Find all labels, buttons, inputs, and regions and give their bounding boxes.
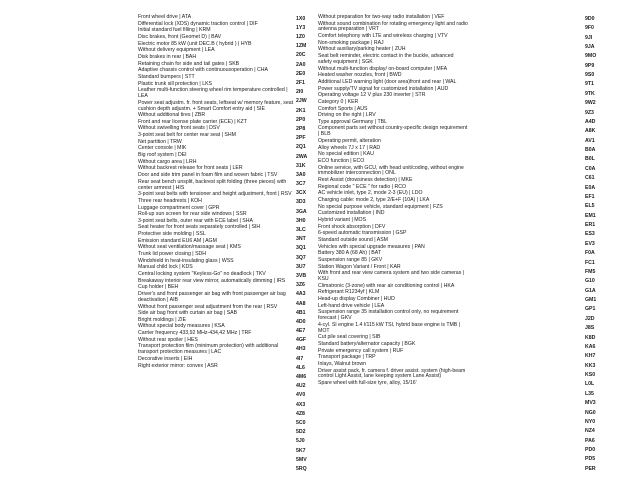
equipment-code: PER (585, 465, 596, 472)
equipment-description: Protective side molding | SSL (138, 231, 206, 238)
equipment-description: Category 0 | KER (318, 98, 359, 105)
equipment-code: 3VB (296, 272, 307, 279)
equipment-description: Without auxiliary/parking heater | ZUH (318, 46, 406, 53)
equipment-code: 9W2 (585, 100, 596, 107)
equipment-description: No special purpose vehicle, standard equipment | FZS (318, 203, 443, 210)
equipment-description: Cut pile seat covering | SIB (318, 334, 381, 341)
equipment-description: Rear seat bench unsplit, backrest split folding (three pieces) with center armrest | HIS (138, 178, 287, 191)
equipment-code: 5J0 (296, 438, 305, 445)
equipment-code: PD5 (585, 456, 596, 463)
equipment-code: E0A (585, 184, 596, 191)
equipment-description: Without swivelling front seats | DSV (138, 125, 220, 132)
equipment-code: 5K7 (296, 447, 306, 454)
equipment-code: 1ZM (296, 43, 307, 50)
equipment-description: Door and side trim panel in foam film and woven fabric | TSV (138, 172, 278, 179)
equipment-code: C0A (585, 165, 596, 172)
equipment-code: 3Q1 (296, 245, 306, 252)
equipment-code: 2JW (296, 98, 307, 105)
equipment-code: 3LC (296, 227, 306, 233)
equipment-description: Type approval Germany | TBL (318, 118, 388, 125)
equipment-description: Without seat ventilation/massage seat | KMS (138, 244, 241, 251)
equipment-code: 4GF (296, 337, 307, 344)
equipment-code: A8K (585, 128, 596, 135)
equipment-code: L0L (585, 381, 595, 388)
equipment-description: Climatronic (3-zone) with rear air conditioning control | HKA (318, 282, 455, 289)
equipment-code: C61 (585, 175, 595, 182)
equipment-code: 9MO (585, 53, 597, 60)
equipment-description: Station Wagon Variant / Front | KAR (318, 263, 401, 270)
equipment-code: 4E7 (296, 328, 306, 335)
equipment-description: Big roof system | DEI (138, 152, 187, 159)
equipment-code: G10 (585, 278, 595, 285)
equipment-description: Suspension range 35 installation control only, no requirement forecast | GKV (318, 309, 459, 322)
equipment-description: Retaining chain for side and tail gates | SKB (138, 60, 240, 67)
equipment-code: 3NT (296, 236, 306, 243)
equipment-code: 2F1 (296, 80, 305, 86)
equipment-description: Without sound combination for rotating emergency light and radio antenna preparation | VRT (318, 20, 468, 33)
equipment-description: Disc brakes, front (Geomet D) | BAV (138, 33, 222, 40)
equipment-description: Bright moldings | ZIE (138, 316, 187, 323)
equipment-code: PD0 (585, 447, 596, 454)
equipment-description: Without rear spoiler | HES (138, 336, 198, 343)
equipment-code: 3C7 (296, 181, 306, 188)
equipment-description: Charging cable: mode 2, type 2/E+F (10A) | LKA (318, 197, 430, 203)
equipment-code: 2P0 (296, 116, 306, 123)
equipment-description: 4-cyl. SI engine 1.4 l/115 kW TSI, hybrid base engine is TMB | MOT (318, 321, 461, 334)
equipment-code: 2P8 (296, 125, 306, 132)
equipment-description: Luggage compartment cover | GPR (138, 204, 220, 211)
equipment-description: Manual child lock | KDS (138, 264, 193, 271)
equipment-code: 9T1 (585, 81, 594, 88)
equipment-code: 2E0 (296, 70, 306, 77)
equipment-code: 4A3 (296, 291, 306, 298)
equipment-code: KA6 (585, 343, 596, 350)
equipment-description: Disk brakes in rear | BAH (138, 53, 197, 60)
equipment-code: 3Z6 (296, 282, 305, 289)
equipment-code: J8S (585, 325, 595, 332)
equipment-description: Without delivery equipment | LEA (138, 47, 215, 54)
equipment-description: Inlays, Walnut brown (318, 360, 366, 367)
equipment-code: 2I0 (296, 89, 304, 96)
equipment-description: Roll-up sun screen for rear side windows | SSR (138, 211, 247, 218)
equipment-code: 3CX (296, 190, 307, 197)
equipment-description: Additional LED warning light (door area)front and rear | WAL (318, 78, 457, 85)
equipment-code: 4X3 (296, 401, 306, 408)
equipment-code: 1Y3 (296, 24, 306, 31)
equipment-description: Suspension range 85 | GKV (318, 256, 383, 263)
equipment-code: EL5 (585, 203, 595, 210)
equipment-description: Plastic trunk sill protection | LKS (138, 80, 213, 87)
equipment-description: Head-up display Combiner | HUD (318, 296, 395, 302)
equipment-code: 3Q7 (296, 254, 306, 261)
equipment-code: 5RQ (296, 465, 307, 472)
equipment-code: 4V0 (296, 392, 306, 399)
equipment-code: NZ4 (585, 428, 595, 435)
equipment-description: Center console | MIK (138, 145, 187, 152)
equipment-code: B0A (585, 147, 596, 154)
equipment-code: KK3 (585, 362, 596, 369)
equipment-description: Driver assist pack, fr. camera f. driver assist. system (high-beam control Light Assist, lane keeping system Lane Assist) (318, 367, 466, 380)
equipment-code: KH7 (585, 353, 596, 360)
equipment-code: 5MV (296, 456, 307, 463)
equipment-code: 2Q1 (296, 144, 306, 151)
equipment-code: 1X0 (296, 15, 306, 22)
equipment-code: G1A (585, 287, 596, 294)
equipment-code: B0L (585, 156, 595, 163)
equipment-description: Electric motor 85 kW (unit DEC.B ( hybrid ) | HYB (138, 40, 252, 47)
equipment-description: Comfort Sports | AUS (318, 105, 368, 112)
equipment-code: EM1 (585, 212, 596, 219)
equipment-description: Front shock absorption | DFV (318, 223, 386, 230)
equipment-code: 5D2 (296, 429, 306, 436)
equipment-code: MV3 (585, 400, 596, 407)
equipment-code: EF1 (585, 193, 595, 200)
equipment-description: Trunk lid power closing | SDH (138, 251, 207, 258)
equipment-code: ES3 (585, 231, 595, 238)
equipment-description: Left-hand drive vehicle | LEA (318, 302, 385, 309)
equipment-description: Carrier frequency 433,92 MHz-434,42 MHz | TRF (138, 330, 252, 337)
equipment-description: Without multi-function display/ on-board computer | MFA (318, 65, 448, 72)
equipment-description: Front wheel drive | ATA (138, 14, 192, 20)
equipment-description: Without additional tires | ZBR (138, 112, 206, 119)
equipment-description: Decorative inserts | EIH (138, 355, 193, 362)
equipment-description: No special edition | KAU (318, 151, 374, 158)
equipment-code: J2D (585, 315, 595, 322)
equipment-code: 4U2 (296, 383, 306, 390)
equipment-code: 1Z0 (296, 34, 305, 41)
equipment-description: Driving on the right | LRV (318, 112, 376, 119)
equipment-description: Net partition | TRW (138, 138, 182, 145)
equipment-code: 4I7 (296, 355, 304, 362)
equipment-code: 4Z8 (296, 410, 305, 417)
equipment-description: Rest Assist (drowsiness detection) | MKE (318, 177, 413, 184)
equipment-code: NG0 (585, 409, 596, 416)
equipment-code: 2PF (296, 135, 306, 142)
equipment-description: Front and rear license plate carrier (ECE) | KZT (138, 118, 247, 125)
equipment-description: Power seat adjustm. fr. front seats, leftseat w/ memory feature, seat cushion depth adjustm. + Smart Comfort entry aid | SIE (138, 99, 294, 112)
equipment-description: Operating permit, alteration (318, 137, 381, 144)
equipment-description: Without front passenger seat adjustment from the rear | RSV (138, 303, 278, 310)
equipment-description: Emission standard EU6 AM | AGM (138, 237, 217, 244)
equipment-code: 3H0 (296, 217, 306, 224)
equipment-code: 20C (296, 52, 306, 59)
equipment-description: Cup holder | BEH (138, 284, 179, 291)
equipment-description: Leather multi-function steering wheel rim temperature controlled | LEA (138, 87, 288, 100)
equipment-description: Windshield in heat-insulating glass | WSS (138, 257, 234, 264)
equipment-description: Seat belt reminder, electric contact in the buckle, advanced safety equipment | SGK (318, 53, 454, 65)
equipment-description: Right exterior mirror: convex | ASR (138, 362, 218, 369)
equipment-description: Refrigerant R1234yf | KLM (318, 289, 380, 296)
equipment-description: Differential lock (XDS) dynamic traction control | DIF (138, 20, 258, 27)
equipment-description: Adaptive chassis control with continuousoperation | CHA (138, 67, 268, 74)
equipment-description: Central locking system "Keyless-Go" no deadlock | TKV (138, 271, 266, 278)
equipment-description: Without backrest release for front seats | LER (138, 165, 243, 172)
equipment-code: 9Z3 (585, 109, 594, 116)
equipment-description: Transport protection film (minimum protection) with additional transport protection measures | LAC (138, 343, 279, 356)
equipment-description: Power supply/TV signal for customized installation | AUD (318, 85, 449, 92)
equipment-code: 9S0 (585, 72, 595, 79)
equipment-description: With front and rear view camera system and two side cameras | KSU (318, 270, 465, 283)
equipment-description: Customized installation | IND (318, 210, 385, 217)
equipment-code: 3A0 (296, 171, 306, 178)
equipment-code: 4H3 (296, 346, 306, 353)
equipment-description: Non-smoking package | RAJ (318, 39, 384, 46)
equipment-description: Driver's and front passenger air bag with front passenger air bag deactivation | AIB (138, 291, 286, 303)
equipment-code: 4A8 (296, 300, 306, 307)
equipment-code: GP1 (585, 306, 596, 313)
equipment-description: Standard battery/alternator capacity | BGK (318, 340, 416, 347)
equipment-description: Breakaway interior rear view mirror, automatically dimming | IRS (138, 277, 286, 284)
equipment-code: EV3 (585, 240, 595, 247)
equipment-description: Seat heater for front seats separately controlled | SIH (138, 224, 261, 231)
equipment-description: 3-point seat belt for center rear seat | SHM (138, 132, 236, 139)
equipment-code: K8D (585, 334, 596, 341)
equipment-code: F0A (585, 250, 595, 257)
equipment-code: ER1 (585, 222, 596, 229)
right-descriptions-column (318, 15, 468, 387)
equipment-code: 9JI (585, 34, 593, 41)
left-descriptions-column (138, 15, 294, 369)
equipment-description: Private emergency call system | RUF (318, 347, 404, 354)
equipment-description: Spare wheel with full-size tyre, alloy, 15/16' (318, 380, 417, 386)
equipment-description: Side air bag front with curtain air bag | SAB (138, 310, 238, 317)
equipment-code: 4B1 (296, 309, 306, 316)
equipment-description: Standard outside sound | ASM (318, 236, 388, 243)
equipment-code: FM5 (585, 268, 596, 275)
equipment-description: Alloy wheels 7J x 17 | RAD (318, 144, 381, 151)
equipment-code: A4D (585, 118, 596, 125)
equipment-description: ECO function | ECO (318, 157, 365, 164)
equipment-code: 2WA (296, 153, 308, 160)
equipment-code: AV1 (585, 137, 595, 144)
equipment-description: Three rear headrests | KOH (138, 197, 202, 204)
equipment-code: 3U7 (296, 263, 306, 270)
equipment-code: FC1 (585, 259, 595, 266)
equipment-code: L35 (585, 390, 594, 397)
equipment-code: 9JA (585, 43, 595, 50)
equipment-description: Without cargo area | LRH (138, 158, 197, 165)
equipment-code: 31K (296, 162, 306, 169)
equipment-description: Without special body measures | KSA (138, 323, 225, 330)
equipment-code: GM1 (585, 297, 597, 304)
equipment-code: 4M6 (296, 374, 307, 380)
equipment-code: 4D0 (296, 318, 306, 325)
equipment-description: Comfort telephony with LTE and wireless charging | VTV (318, 33, 448, 40)
equipment-code: 9F0 (585, 25, 594, 32)
equipment-description: 3-point seat belts, outer rear with ECE label | SHA (138, 217, 253, 224)
equipment-code: PA6 (585, 437, 595, 444)
middle-codes-column (296, 15, 318, 474)
equipment-description: Operating voltage 12 V plus 230 inverter | STR (318, 92, 426, 99)
equipment-description: Regional code " ECE " for radio | RCO (318, 183, 407, 190)
equipment-description: 3-point seat belts with tensioner and height adjustment, front | RSV (138, 191, 292, 198)
equipment-description: Component parts set without country-specific design requirement | BLB (318, 125, 468, 138)
equipment-code: 3D3 (296, 199, 306, 206)
equipment-description: Hybrid variant | MOS (318, 216, 367, 223)
equipment-code: 2A0 (296, 61, 306, 68)
equipment-description: Initial standard fuel filling | KRM (138, 27, 211, 34)
equipment-code: NY0 (585, 418, 596, 425)
equipment-code: KS0 (585, 372, 596, 379)
equipment-code: 3GA (296, 208, 307, 215)
equipment-description: Vehicles with special upgrade measures | PAN (318, 243, 425, 250)
equipment-description: 6-speed automatic transmission | GSP (318, 230, 407, 237)
equipment-code: 5C0 (296, 419, 306, 426)
equipment-description: Without preparation for two-way radio installation | VEF (318, 14, 445, 20)
equipment-code: 2K1 (296, 107, 306, 114)
right-codes-column (585, 15, 611, 474)
equipment-description: AC vehicle inlet, type 2, mode 2-3 (EU) | LDO (318, 190, 423, 197)
equipment-code: 4L6 (296, 364, 305, 371)
equipment-description: Heated washer nozzles, front | BWD (318, 72, 402, 79)
equipment-description: Battery 380 A (68 Ah) | BAT (318, 250, 381, 257)
equipment-description: Online service, with GCU, with head unit/coding, without engine immobilizer interconnection | ONL (318, 164, 464, 177)
equipment-description: Standard bumpers | STT (138, 73, 195, 80)
equipment-code: 9TK (585, 90, 595, 97)
equipment-code: 9P9 (585, 62, 595, 69)
equipment-code: 9D0 (585, 15, 595, 22)
equipment-description: Transport package | TRP (318, 354, 376, 361)
